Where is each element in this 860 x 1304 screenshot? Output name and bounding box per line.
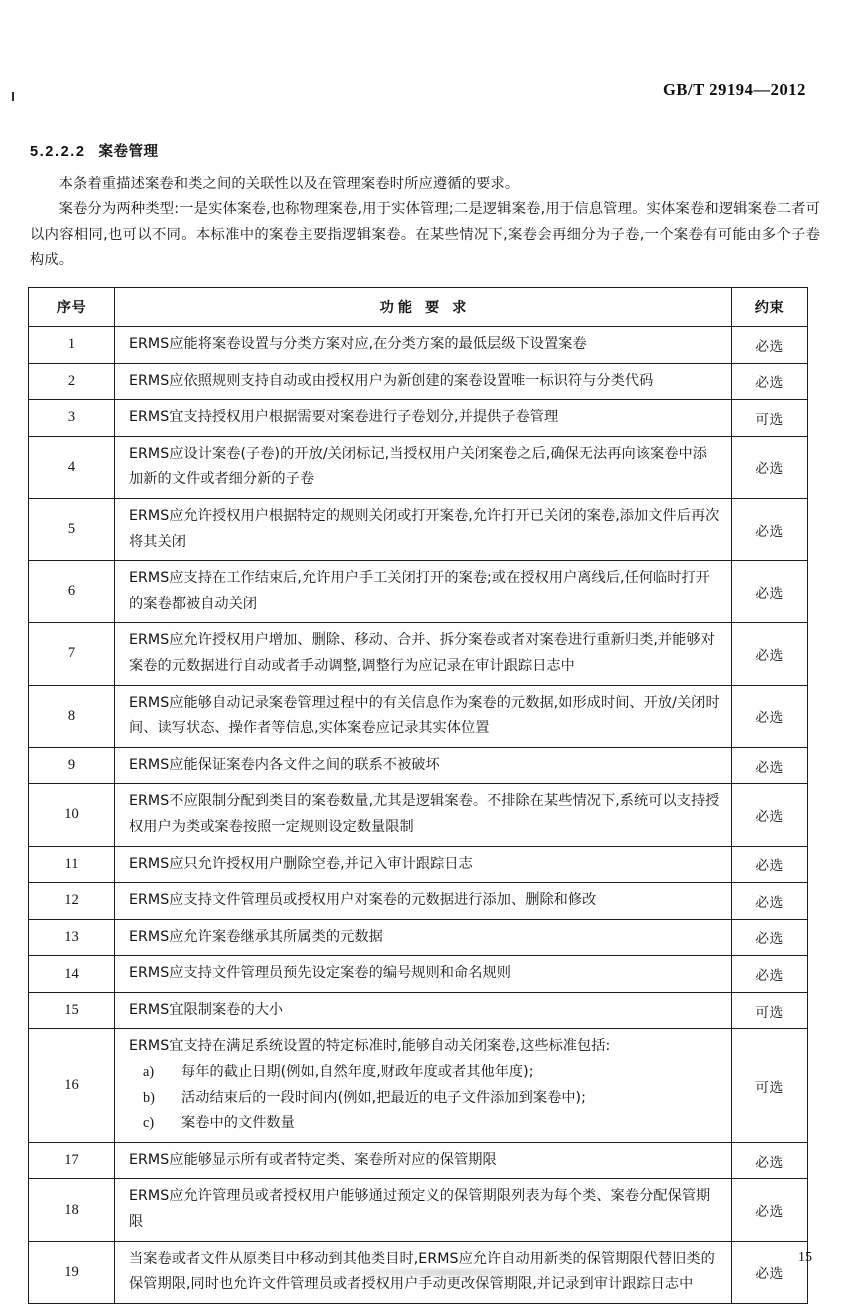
sub-item-marker: b) (143, 1089, 155, 1106)
cell-requirement (115, 883, 732, 920)
cell-constraint: 可选 (732, 992, 808, 1029)
cell-requirement (115, 1179, 732, 1241)
section-title: 案卷管理 (98, 144, 159, 160)
table-row (29, 498, 808, 560)
table-row (29, 400, 808, 437)
cell-constraint: 必选 (732, 919, 808, 956)
cell-constraint: 必选 (732, 623, 808, 685)
requirements-table-wrapper (28, 287, 807, 1304)
requirement-text: ERMS宜支持授权用户根据需要对案卷进行子卷划分,并提供子卷管理 (129, 409, 559, 426)
sub-item-text: 每年的截止日期(例如,自然年度,财政年度或者其他年度); (181, 1064, 534, 1081)
cell-constraint: 必选 (732, 1179, 808, 1241)
table-header (29, 288, 808, 327)
table-row (29, 747, 808, 784)
cell-sequence-number: 3 (29, 400, 115, 437)
cell-sequence-number: 11 (29, 846, 115, 883)
cell-constraint: 必选 (732, 363, 808, 400)
cell-requirement (115, 498, 732, 560)
cell-sequence-number: 14 (29, 956, 115, 993)
table-body (29, 327, 808, 1304)
cell-sequence-number: 15 (29, 992, 115, 1029)
table-row (29, 956, 808, 993)
requirement-text: ERMS应支持文件管理员预先设定案卷的编号规则和命名规则 (129, 965, 511, 982)
requirement-text: ERMS应能将案卷设置与分类方案对应,在分类方案的最低层级下设置案卷 (129, 336, 587, 352)
cell-constraint: 必选 (732, 561, 808, 623)
column-header-constraint: 约束 (732, 288, 808, 327)
sub-item-text: 案卷中的文件数量 (181, 1115, 295, 1132)
cell-constraint: 必选 (732, 956, 808, 993)
table-row (29, 883, 808, 920)
cell-requirement (115, 685, 732, 747)
sub-item-text: 活动结束后的一段时间内(例如,把最近的电子文件添加到案卷中); (181, 1089, 586, 1106)
requirement-text: ERMS应依照规则支持自动或由授权用户为新创建的案卷设置唯一标识符与分类代码 (129, 372, 654, 389)
cell-requirement (115, 747, 732, 784)
cell-constraint: 必选 (732, 498, 808, 560)
table-row (29, 561, 808, 623)
requirement-text: ERMS宜支持在满足系统设置的特定标准时,能够自动关闭案卷,这些标准包括: (129, 1038, 611, 1055)
cell-requirement (115, 919, 732, 956)
cell-constraint: 必选 (732, 784, 808, 846)
requirement-text: ERMS应支持文件管理员或授权用户对案卷的元数据进行添加、删除和修改 (129, 892, 597, 909)
cell-sequence-number: 5 (29, 498, 115, 560)
cell-sequence-number: 7 (29, 623, 115, 685)
cell-constraint: 必选 (732, 685, 808, 747)
cell-constraint: 必选 (732, 1142, 808, 1179)
cell-requirement (115, 1142, 732, 1179)
cell-sequence-number: 4 (29, 436, 115, 498)
table-row (29, 685, 808, 747)
cell-requirement (115, 436, 732, 498)
requirements-table (28, 287, 808, 1304)
cell-requirement (115, 400, 732, 437)
requirement-sub-item (129, 1111, 721, 1137)
running-head-standard-code: GB/T 29194—2012 (662, 80, 806, 99)
table-row (29, 784, 808, 846)
table-row (29, 846, 808, 883)
cell-sequence-number: 1 (29, 327, 115, 364)
requirement-text: ERMS应能够显示所有或者特定类、案卷所对应的保管期限 (129, 1151, 497, 1168)
requirement-text: ERMS应设计案卷(子卷)的开放/关闭标记,当授权用户关闭案卷之后,确保无法再向该案卷中添加新的文件或者细分新的子卷 (129, 445, 707, 488)
table-header-row (29, 288, 808, 327)
table-row (29, 919, 808, 956)
cell-constraint: 必选 (732, 1241, 808, 1303)
intro-paragraphs (30, 172, 820, 274)
requirement-text: ERMS应能保证案卷内各文件之间的联系不被破坏 (129, 756, 440, 773)
requirement-sub-item (129, 1086, 721, 1112)
cell-sequence-number: 17 (29, 1142, 115, 1179)
sub-item-marker: c) (143, 1115, 155, 1132)
cell-sequence-number: 10 (29, 784, 115, 846)
cell-constraint: 必选 (732, 327, 808, 364)
table-row (29, 436, 808, 498)
requirement-text: ERMS应能够自动记录案卷管理过程中的有关信息作为案卷的元数据,如形成时间、开放/关闭时间、读写状态、操作者等信息,实体案卷应记录其实体位置 (129, 694, 720, 737)
requirement-sub-list (129, 1060, 721, 1137)
requirement-text: ERMS不应限制分配到类目的案卷数量,尤其是逻辑案卷。不排除在某些情况下,系统可以支持授权用户为类或案卷按照一定规则设定数量限制 (129, 793, 720, 835)
cell-sequence-number: 9 (29, 747, 115, 784)
cell-sequence-number: 2 (29, 363, 115, 400)
sub-item-marker: a) (143, 1064, 155, 1081)
table-row (29, 327, 808, 364)
column-header-requirement: 功能 要 求 (115, 288, 732, 327)
cell-constraint: 可选 (732, 1029, 808, 1142)
cell-requirement (115, 784, 732, 846)
section-heading (30, 140, 159, 161)
cell-requirement (115, 846, 732, 883)
cell-sequence-number: 6 (29, 561, 115, 623)
cell-constraint: 必选 (732, 747, 808, 784)
cell-sequence-number: 12 (29, 883, 115, 920)
cell-constraint: 必选 (732, 846, 808, 883)
requirement-text: ERMS应允许案卷继承其所属类的元数据 (129, 928, 383, 945)
cell-constraint: 必选 (732, 436, 808, 498)
column-header-no: 序号 (29, 288, 115, 327)
requirement-text: ERMS宜限制案卷的大小 (129, 1001, 284, 1018)
requirement-sub-item (129, 1060, 721, 1086)
cell-requirement (115, 956, 732, 993)
requirement-text: ERMS应只允许授权用户删除空卷,并记入审计跟踪日志 (129, 855, 473, 872)
table-row (29, 992, 808, 1029)
cell-constraint: 必选 (732, 883, 808, 920)
table-row (29, 1179, 808, 1241)
intro-paragraph-1: 本条着重描述案卷和类之间的关联性以及在管理案卷时所应遵循的要求。 (58, 176, 520, 192)
cell-sequence-number: 18 (29, 1179, 115, 1241)
margin-tick-mark (12, 92, 14, 101)
intro-paragraph-2: 案卷分为两种类型:一是实体案卷,也称物理案卷,用于实体管理;二是逻辑案卷,用于信息管理。实体案卷和逻辑案卷二者可以内容相同,也可以不同。本标准中的案卷主要指逻辑案卷。在某些情况下,案卷会再细分为子卷,一个案卷有可能由多个子卷构成。 (30, 201, 820, 269)
cell-requirement (115, 623, 732, 685)
table-row (29, 1029, 808, 1142)
scan-artifact (330, 1269, 560, 1276)
cell-requirement (115, 1029, 732, 1142)
table-row (29, 1142, 808, 1179)
requirement-text: ERMS应允许授权用户增加、删除、移动、合并、拆分案卷或者对案卷进行重新归类,并能够对案卷的元数据进行自动或者手动调整,调整行为应记录在审计跟踪日志中 (129, 632, 715, 674)
requirement-text: 当案卷或者文件从原类目中移动到其他类目时,ERMS应允许自动用新类的保管期限代替旧类的保管期限,同时也允许文件管理员或者授权用户手动更改保管期限,并记录到审计跟踪日志中 (129, 1250, 715, 1293)
page-number: 15 (798, 1250, 812, 1265)
cell-sequence-number: 16 (29, 1029, 115, 1142)
cell-sequence-number: 19 (29, 1241, 115, 1303)
requirement-text: ERMS应允许管理员或者授权用户能够通过预定义的保管期限列表为每个类、案卷分配保管期限 (129, 1188, 711, 1231)
cell-constraint: 可选 (732, 400, 808, 437)
cell-sequence-number: 13 (29, 919, 115, 956)
section-number: 5.2.2.2 (30, 144, 86, 160)
table-row (29, 623, 808, 685)
requirement-text: ERMS应允许授权用户根据特定的规则关闭或打开案卷,允许打开已关闭的案卷,添加文件后再次将其关闭 (129, 507, 720, 550)
cell-sequence-number: 8 (29, 685, 115, 747)
table-row (29, 363, 808, 400)
cell-requirement (115, 561, 732, 623)
cell-requirement (115, 992, 732, 1029)
requirement-text: ERMS应支持在工作结束后,允许用户手工关闭打开的案卷;或在授权用户离线后,任何临时打开的案卷都被自动关闭 (129, 570, 711, 612)
cell-requirement (115, 363, 732, 400)
cell-requirement (115, 327, 732, 364)
